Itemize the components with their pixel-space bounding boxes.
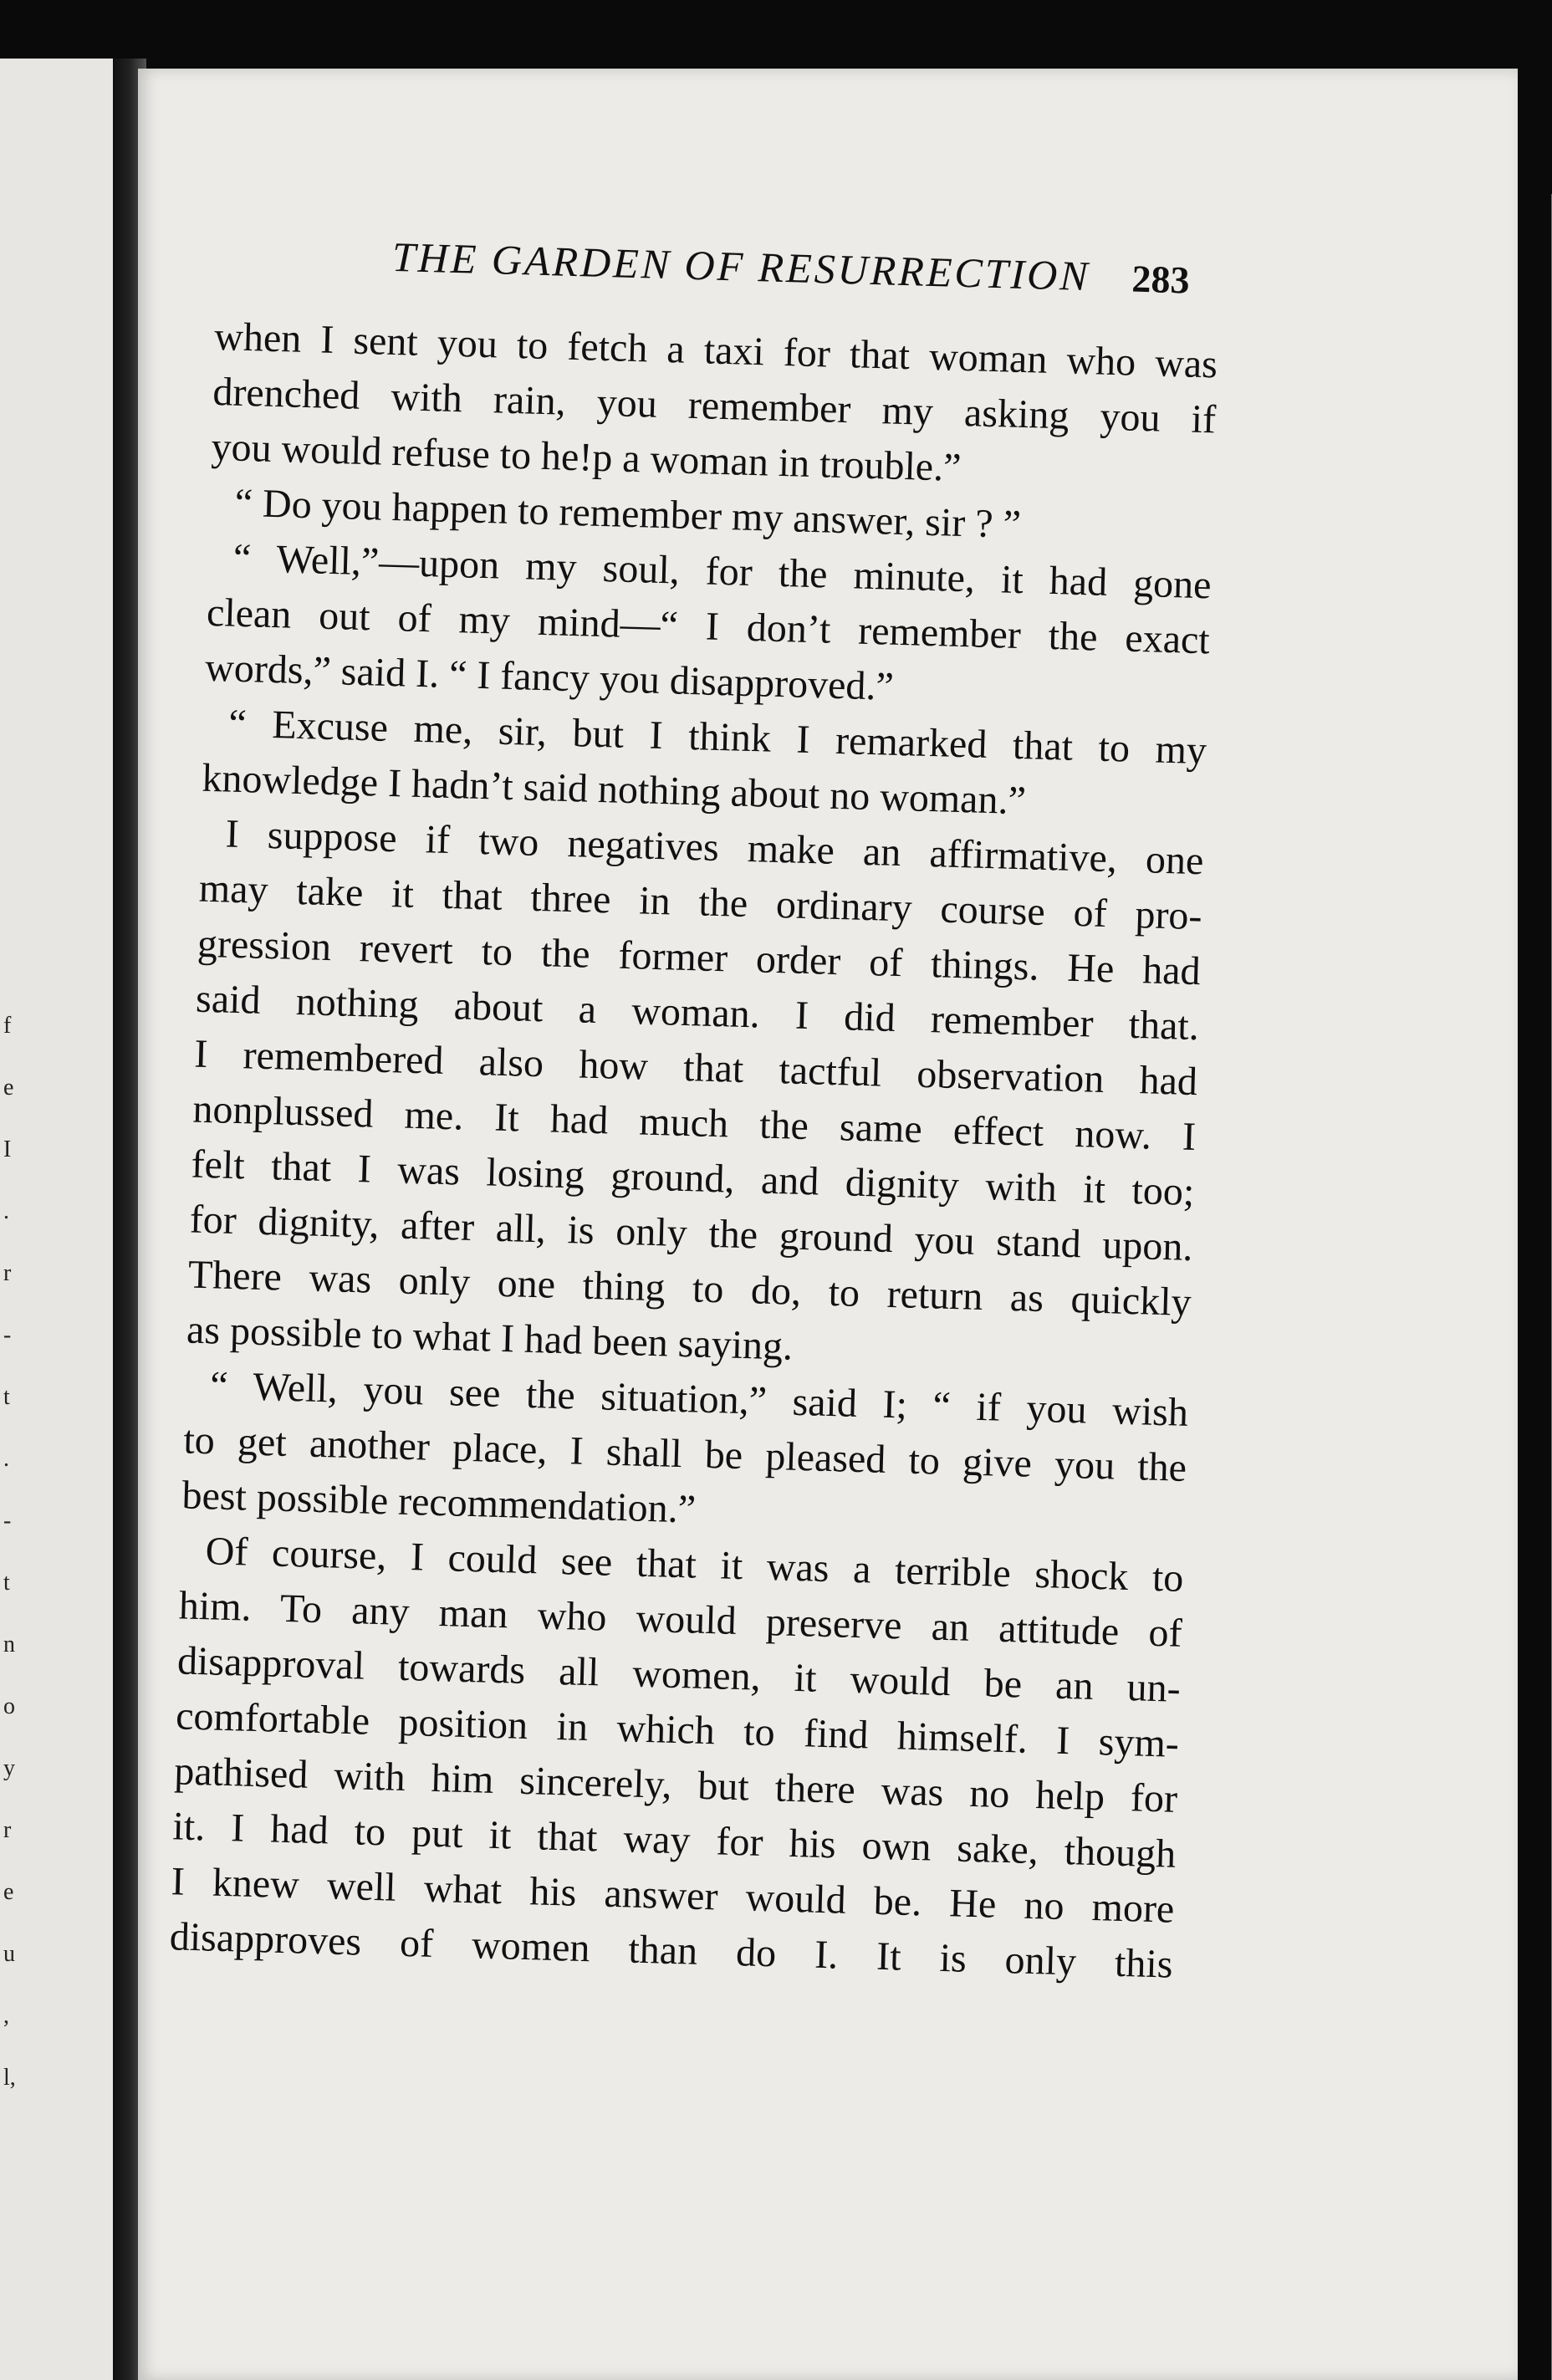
text-line: nonplussed me. It had much the same effect now. I [191, 1086, 1197, 1160]
left-edge-char: t [3, 1384, 10, 1410]
text-line: “ Well,”—upon my soul, for the minute, it had gone [232, 535, 1212, 608]
text-line: “ Do you happen to remember my answer, sir ? ” [234, 480, 1022, 547]
left-edge-char: I [3, 1136, 12, 1162]
left-edge-char: . [3, 1446, 9, 1472]
page-content [169, 227, 1421, 1998]
left-edge-char: , [3, 2003, 9, 2029]
left-edge-char: u [3, 1941, 15, 1967]
text-line: pathised with him sincerely, but there was no help for [173, 1749, 1178, 1821]
text-line: “ Well, you see the situation,” said I; “ if you wish [209, 1363, 1189, 1435]
left-page-edge-text [3, 995, 28, 2109]
text-line: drenched with rain, you remember my asking you if [212, 369, 1217, 442]
left-edge-char: - [3, 1322, 12, 1348]
body-text [169, 309, 1419, 1998]
left-edge-char: r [3, 1817, 12, 1843]
text-line: I remembered also how that tactful observation had [193, 1031, 1198, 1105]
text-line: to get another place, I shall be pleased to give you the [182, 1417, 1187, 1490]
text-line: best possible recommendation.” [181, 1473, 697, 1532]
left-edge-char: . [3, 1198, 9, 1224]
text-line: for dignity, after all, is only the ground you stand upon. [189, 1197, 1194, 1270]
page-number: 283 [1131, 257, 1191, 302]
left-page-fragment [0, 59, 113, 2380]
left-edge-char: t [3, 1570, 10, 1596]
text-line: as possible to what I had been saying. [186, 1307, 794, 1369]
left-edge-char: n [3, 1632, 15, 1657]
text-line: knowledge I hadn’t said nothing about no woman.” [201, 755, 1027, 824]
text-line: when I sent you to fetch a taxi for that woman who was [213, 314, 1218, 387]
running-title: THE GARDEN OF RESURRECTION [391, 232, 1091, 300]
text-line: felt that I was losing ground, and dignity with it too; [190, 1141, 1195, 1215]
book-page [138, 69, 1518, 2380]
text-line: disapproves of women than do I. It is only this [169, 1914, 1174, 1987]
text-line: it. I had to put it that way for his own sake, though [171, 1804, 1177, 1877]
text-line: disapproval towards all women, it would be an un- [176, 1638, 1182, 1711]
text-line: words,” said I. “ I fancy you disapproved.” [204, 645, 895, 709]
left-edge-char: l, [3, 2065, 16, 2091]
left-edge-char: r [3, 1260, 12, 1286]
left-edge-char: o [3, 1693, 15, 1719]
left-edge-char: e [3, 1879, 14, 1905]
text-line: comfortable position in which to find himself. I sym- [175, 1693, 1180, 1766]
text-line: There was only one thing to do, to return as quickly [187, 1252, 1192, 1325]
text-line: clean out of my mind—“ I don’t remember the exact [206, 590, 1211, 663]
text-line: “ Excuse me, sir, but I think I remarked that to my [227, 701, 1207, 774]
text-line: you would refuse to he!p a woman in trouble.” [210, 424, 962, 490]
text-line: Of course, I could see that it was a terrible shock to [205, 1529, 1185, 1601]
left-edge-char: e [3, 1075, 14, 1101]
text-line: I knew well what his answer would be. He no more [171, 1859, 1176, 1932]
text-line: I suppose if two negatives make an affirmative, one [225, 811, 1205, 884]
text-line: said nothing about a woman. I did remember that. [195, 976, 1200, 1050]
left-edge-char: f [3, 1013, 12, 1039]
text-line: him. To any man who would preserve an attitude of [178, 1583, 1183, 1656]
left-edge-char: - [3, 1508, 12, 1534]
text-line: may take it that three in the ordinary course of pro- [198, 866, 1203, 939]
text-line: gression revert to the former order of things. He had [197, 921, 1202, 994]
left-edge-char: y [3, 1755, 15, 1781]
